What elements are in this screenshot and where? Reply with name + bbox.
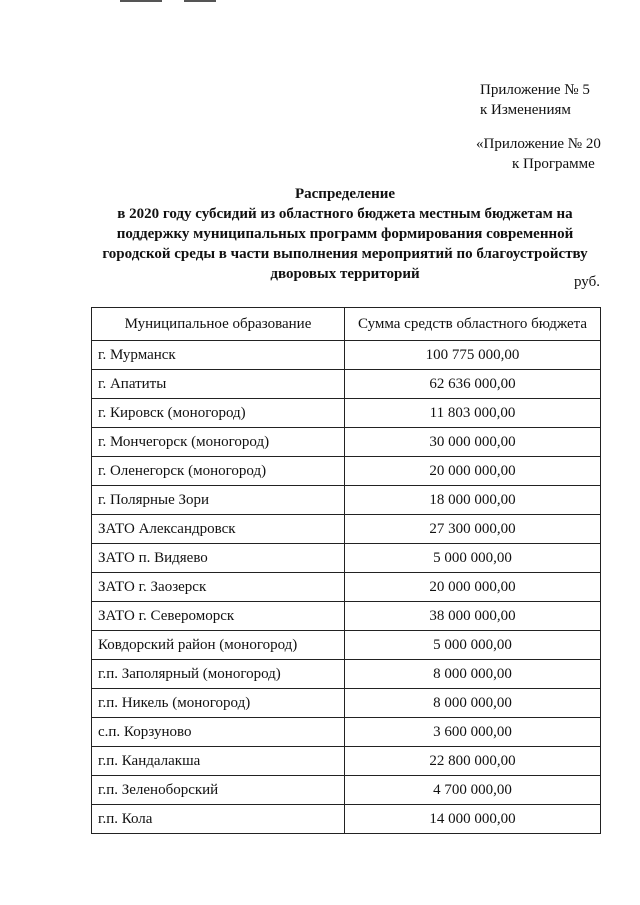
municipality-cell: г. Апатиты <box>92 370 345 399</box>
table-row <box>92 689 601 718</box>
amount-cell: 22 800 000,00 <box>345 747 601 776</box>
municipality-cell: ЗАТО г. Североморск <box>92 602 345 631</box>
subsidy-table <box>91 307 601 834</box>
title-line-5: дворовых территорий <box>270 266 420 282</box>
header-amount: Сумма средств областного бюджета <box>345 308 601 341</box>
header-municipality: Муниципальное образование <box>92 308 345 341</box>
amount-cell: 5 000 000,00 <box>345 544 601 573</box>
amount-cell: 4 700 000,00 <box>345 776 601 805</box>
municipality-cell: г.п. Зеленоборский <box>92 776 345 805</box>
appendix-line-1: Приложение № 5 <box>480 82 590 98</box>
title-line-4: городской среды в части выполнения мероприятий по благоустройству <box>102 246 588 262</box>
table-row <box>92 399 601 428</box>
amount-cell: 62 636 000,00 <box>345 370 601 399</box>
municipality-cell: ЗАТО г. Заозерск <box>92 573 345 602</box>
table-body <box>92 341 601 834</box>
currency-unit: руб. <box>574 274 600 290</box>
title-line-3: поддержку муниципальных программ формирования современной <box>116 226 574 242</box>
municipality-cell: г.п. Кола <box>92 805 345 834</box>
amount-cell: 11 803 000,00 <box>345 399 601 428</box>
amount-cell: 27 300 000,00 <box>345 515 601 544</box>
table-row <box>92 341 601 370</box>
table-row <box>92 602 601 631</box>
amount-cell: 8 000 000,00 <box>345 660 601 689</box>
table-row <box>92 515 601 544</box>
table-row <box>92 457 601 486</box>
table-header-row <box>92 308 601 341</box>
amount-cell: 14 000 000,00 <box>345 805 601 834</box>
amount-cell: 5 000 000,00 <box>345 631 601 660</box>
title-line-1: Распределение <box>294 186 396 202</box>
table-row <box>92 718 601 747</box>
amount-cell: 30 000 000,00 <box>345 428 601 457</box>
appendix-line-4: к Программе <box>512 156 595 172</box>
table-row <box>92 428 601 457</box>
municipality-cell: с.п. Корзуново <box>92 718 345 747</box>
amount-cell: 18 000 000,00 <box>345 486 601 515</box>
municipality-cell: г. Мурманск <box>92 341 345 370</box>
table-row <box>92 544 601 573</box>
appendix-line-2: к Изменениям <box>480 102 571 118</box>
municipality-cell: ЗАТО п. Видяево <box>92 544 345 573</box>
amount-cell: 20 000 000,00 <box>345 573 601 602</box>
municipality-cell: г.п. Никель (моногород) <box>92 689 345 718</box>
amount-cell: 38 000 000,00 <box>345 602 601 631</box>
amount-cell: 20 000 000,00 <box>345 457 601 486</box>
municipality-cell: г.п. Заполярный (моногород) <box>92 660 345 689</box>
table-row <box>92 486 601 515</box>
scan-mark-left <box>120 0 162 2</box>
table-row <box>92 805 601 834</box>
table-row <box>92 631 601 660</box>
document-title <box>80 184 610 284</box>
amount-cell: 8 000 000,00 <box>345 689 601 718</box>
amount-cell: 3 600 000,00 <box>345 718 601 747</box>
table-row <box>92 573 601 602</box>
municipality-cell: г. Полярные Зори <box>92 486 345 515</box>
municipality-cell: г. Кировск (моногород) <box>92 399 345 428</box>
amount-cell: 100 775 000,00 <box>345 341 601 370</box>
appendix-line-3: «Приложение № 20 <box>476 136 601 152</box>
municipality-cell: г.п. Кандалакша <box>92 747 345 776</box>
municipality-cell: Ковдорский район (моногород) <box>92 631 345 660</box>
table-row <box>92 370 601 399</box>
municipality-cell: г. Мончегорск (моногород) <box>92 428 345 457</box>
table-row <box>92 660 601 689</box>
table-row <box>92 747 601 776</box>
municipality-cell: г. Оленегорск (моногород) <box>92 457 345 486</box>
title-line-2: в 2020 году субсидий из областного бюджета местным бюджетам на <box>117 206 573 222</box>
scan-mark-right <box>184 0 216 2</box>
municipality-cell: ЗАТО Александровск <box>92 515 345 544</box>
table-row <box>92 776 601 805</box>
